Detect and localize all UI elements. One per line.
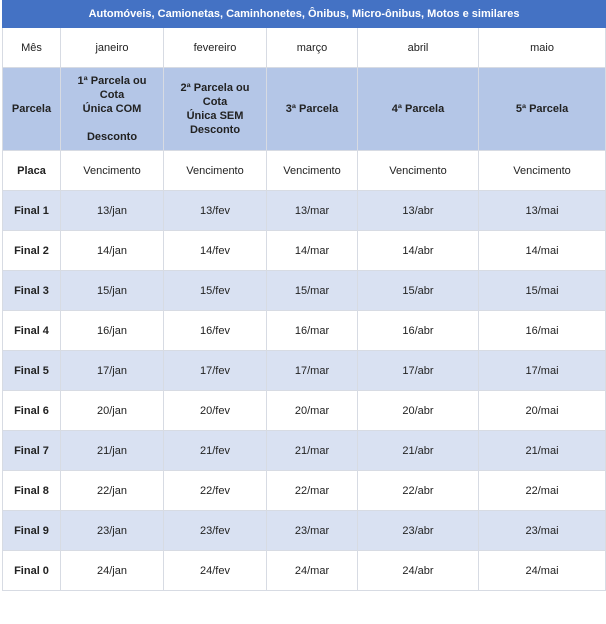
title-row [3, 1, 606, 28]
date-cell: 13/abr [358, 191, 479, 231]
date-cell: 15/jan [61, 271, 164, 311]
parcela-row [3, 68, 606, 151]
placa-label: Placa [3, 151, 61, 191]
date-cell: 16/abr [358, 311, 479, 351]
date-cell: 20/abr [358, 391, 479, 431]
table-row [3, 551, 606, 591]
date-cell: 16/fev [164, 311, 267, 351]
date-cell: 15/mar [267, 271, 358, 311]
table-row [3, 351, 606, 391]
month-cell: março [267, 28, 358, 68]
table-row [3, 311, 606, 351]
date-cell: 23/abr [358, 511, 479, 551]
date-cell: 24/fev [164, 551, 267, 591]
vencimento-label: Vencimento [164, 151, 267, 191]
date-cell: 24/mai [479, 551, 606, 591]
month-cell: janeiro [61, 28, 164, 68]
month-cell: maio [479, 28, 606, 68]
date-cell: 17/mar [267, 351, 358, 391]
table-row [3, 231, 606, 271]
parcela-cell: 5ª Parcela [479, 68, 606, 151]
parcela-cell: 1ª Parcela ou Cota Única COM Desconto [61, 68, 164, 151]
date-cell: 14/mai [479, 231, 606, 271]
date-cell: 15/fev [164, 271, 267, 311]
table-row [3, 191, 606, 231]
date-cell: 23/fev [164, 511, 267, 551]
placa-cell: Final 5 [3, 351, 61, 391]
date-cell: 21/jan [61, 431, 164, 471]
placa-cell: Final 3 [3, 271, 61, 311]
vencimento-label: Vencimento [479, 151, 606, 191]
date-cell: 15/abr [358, 271, 479, 311]
date-cell: 13/mar [267, 191, 358, 231]
date-cell: 22/mar [267, 471, 358, 511]
month-row [3, 28, 606, 68]
date-cell: 14/mar [267, 231, 358, 271]
date-cell: 20/mai [479, 391, 606, 431]
placa-cell: Final 8 [3, 471, 61, 511]
vencimento-label: Vencimento [61, 151, 164, 191]
date-cell: 22/mai [479, 471, 606, 511]
placa-cell: Final 2 [3, 231, 61, 271]
date-cell: 17/jan [61, 351, 164, 391]
date-cell: 23/mai [479, 511, 606, 551]
date-cell: 17/abr [358, 351, 479, 391]
table-row [3, 511, 606, 551]
date-cell: 20/jan [61, 391, 164, 431]
placa-cell: Final 9 [3, 511, 61, 551]
placa-cell: Final 0 [3, 551, 61, 591]
date-cell: 20/fev [164, 391, 267, 431]
date-cell: 22/fev [164, 471, 267, 511]
parcela-cell: 4ª Parcela [358, 68, 479, 151]
date-cell: 21/mar [267, 431, 358, 471]
date-cell: 13/jan [61, 191, 164, 231]
date-cell: 22/jan [61, 471, 164, 511]
date-cell: 24/jan [61, 551, 164, 591]
table-title: Automóveis, Camionetas, Caminhonetes, Ônibus, Micro-ônibus, Motos e similares [3, 1, 606, 28]
date-cell: 24/mar [267, 551, 358, 591]
parcela-cell: 2ª Parcela ou Cota Única SEM Desconto [164, 68, 267, 151]
date-cell: 21/fev [164, 431, 267, 471]
date-cell: 20/mar [267, 391, 358, 431]
date-cell: 23/jan [61, 511, 164, 551]
vencimento-label: Vencimento [267, 151, 358, 191]
date-cell: 21/mai [479, 431, 606, 471]
table-row [3, 391, 606, 431]
placa-cell: Final 7 [3, 431, 61, 471]
date-cell: 16/mar [267, 311, 358, 351]
date-cell: 21/abr [358, 431, 479, 471]
date-cell: 15/mai [479, 271, 606, 311]
date-cell: 24/abr [358, 551, 479, 591]
placa-cell: Final 6 [3, 391, 61, 431]
table-row [3, 271, 606, 311]
table-row [3, 431, 606, 471]
placa-cell: Final 4 [3, 311, 61, 351]
date-cell: 14/fev [164, 231, 267, 271]
date-cell: 16/jan [61, 311, 164, 351]
date-cell: 17/fev [164, 351, 267, 391]
date-cell: 14/abr [358, 231, 479, 271]
date-cell: 23/mar [267, 511, 358, 551]
placa-cell: Final 1 [3, 191, 61, 231]
date-cell: 14/jan [61, 231, 164, 271]
mes-label: Mês [3, 28, 61, 68]
parcela-cell: 3ª Parcela [267, 68, 358, 151]
vencimento-table [2, 0, 606, 591]
parcela-label: Parcela [3, 68, 61, 151]
table-row [3, 471, 606, 511]
month-cell: fevereiro [164, 28, 267, 68]
date-cell: 22/abr [358, 471, 479, 511]
date-cell: 16/mai [479, 311, 606, 351]
date-cell: 13/mai [479, 191, 606, 231]
date-cell: 13/fev [164, 191, 267, 231]
placa-row [3, 151, 606, 191]
date-cell: 17/mai [479, 351, 606, 391]
calendar-table-container [2, 0, 605, 591]
month-cell: abril [358, 28, 479, 68]
vencimento-label: Vencimento [358, 151, 479, 191]
